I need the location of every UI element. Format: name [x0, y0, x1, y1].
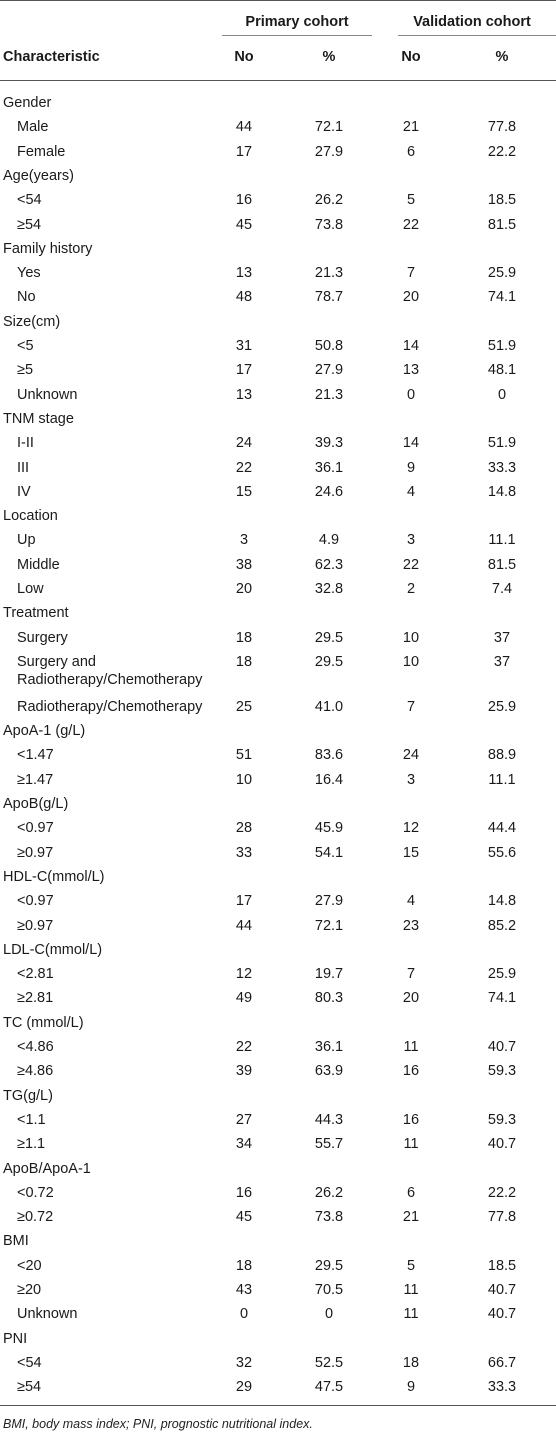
group-label: LDL-C(mmol/L)	[3, 941, 103, 958]
table-row	[0, 1108, 556, 1132]
cell-validation-no: 16	[402, 1063, 420, 1080]
cell-primary-pct: 27.9	[314, 143, 344, 160]
group-label: ApoA-1 (g/L)	[3, 723, 86, 740]
table-row	[0, 650, 556, 688]
cell-primary-no: 16	[235, 192, 253, 209]
row-label: Surgery and	[17, 653, 96, 670]
row-label: ≥1.1	[17, 1136, 46, 1153]
cell-primary-no: 0	[239, 1306, 249, 1323]
group-label: Gender	[3, 95, 52, 111]
row-label: Low	[17, 581, 44, 597]
cell-primary-no: 38	[235, 556, 253, 573]
cell-validation-no: 16	[402, 1111, 420, 1128]
cell-primary-no: 12	[235, 966, 253, 983]
cell-primary-no: 10	[235, 771, 253, 788]
cell-primary-no: 16	[235, 1184, 253, 1201]
primary-group-rule	[222, 35, 372, 36]
cell-validation-no: 10	[402, 629, 420, 646]
cell-validation-no: 20	[402, 289, 420, 306]
group-label: PNI	[3, 1330, 28, 1347]
cell-validation-pct: 51.9	[487, 435, 517, 452]
row-label: Surgery	[17, 629, 68, 646]
cell-primary-no: 44	[235, 119, 253, 136]
cell-primary-no: 32	[235, 1354, 253, 1371]
table-row	[0, 1059, 556, 1083]
cell-validation-no: 4	[406, 483, 416, 500]
table-footnote: BMI, body mass index; PNI, prognostic nutritional index.	[3, 1417, 313, 1431]
row-label: ≥0.97	[17, 844, 54, 861]
table-group-row	[0, 792, 556, 816]
cell-validation-pct: 14.8	[487, 893, 517, 910]
header-primary-pct: %	[322, 49, 336, 65]
cell-primary-no: 44	[235, 917, 253, 934]
cell-validation-no: 20	[402, 990, 420, 1007]
row-label: ≥1.47	[17, 771, 54, 788]
cell-validation-no: 11	[403, 1136, 419, 1153]
row-label: Up	[17, 532, 36, 549]
cell-validation-no: 13	[402, 362, 420, 379]
cell-primary-pct: 80.3	[314, 990, 344, 1007]
row-label: ≥54	[17, 1379, 42, 1396]
row-label: <1.1	[17, 1111, 46, 1128]
cell-validation-no: 6	[406, 143, 416, 160]
cell-primary-no: 43	[235, 1282, 253, 1299]
header-validation-cohort: Validation cohort	[413, 14, 531, 30]
cell-validation-pct: 22.2	[487, 143, 517, 160]
cell-primary-pct: 21.3	[314, 386, 344, 403]
cell-primary-no: 18	[235, 653, 253, 670]
cell-primary-pct: 27.9	[314, 893, 344, 910]
table-row	[0, 358, 556, 382]
cell-primary-no: 18	[235, 629, 253, 646]
cell-validation-pct: 77.8	[487, 119, 517, 136]
table-row	[0, 480, 556, 504]
cell-primary-no: 3	[239, 532, 249, 549]
row-label: <0.97	[17, 820, 54, 837]
table-row	[0, 213, 556, 237]
header-primary-no: No	[234, 49, 254, 65]
cell-primary-no: 45	[235, 1209, 253, 1226]
table-row	[0, 115, 556, 139]
row-label: ≥2.81	[17, 990, 54, 1007]
cell-validation-no: 4	[406, 893, 416, 910]
cell-validation-no: 24	[402, 747, 420, 764]
cell-primary-no: 20	[235, 581, 253, 597]
cell-validation-pct: 33.3	[487, 1379, 517, 1396]
cell-primary-pct: 26.2	[314, 1184, 344, 1201]
group-label: TG(g/L)	[3, 1087, 53, 1104]
table-group-row	[0, 237, 556, 261]
cell-validation-pct: 85.2	[487, 917, 517, 934]
table-row	[0, 334, 556, 358]
cell-primary-no: 17	[235, 143, 253, 160]
cell-validation-no: 15	[402, 844, 420, 861]
cell-validation-no: 11	[403, 1306, 419, 1323]
cell-primary-pct: 0	[324, 1306, 334, 1323]
row-label: ≥4.86	[17, 1063, 54, 1080]
header-characteristic: Characteristic	[3, 49, 100, 65]
cell-primary-pct: 29.5	[314, 653, 344, 670]
cell-validation-pct: 37	[493, 653, 511, 670]
table-row	[0, 1181, 556, 1205]
cell-validation-pct: 22.2	[487, 1184, 517, 1201]
row-label: <0.72	[17, 1184, 54, 1201]
cell-validation-pct: 18.5	[487, 192, 517, 209]
cell-validation-no: 0	[406, 386, 416, 403]
cell-primary-pct: 39.3	[314, 435, 344, 452]
table-group-row	[0, 310, 556, 334]
table-row	[0, 1351, 556, 1375]
cell-validation-pct: 11.1	[488, 771, 516, 788]
cell-primary-pct: 63.9	[314, 1063, 344, 1080]
cell-primary-no: 39	[235, 1063, 253, 1080]
group-label: BMI	[3, 1233, 29, 1250]
group-label: ApoB(g/L)	[3, 796, 69, 813]
group-label: Family history	[3, 240, 93, 257]
cell-primary-pct: 26.2	[314, 192, 344, 209]
cell-validation-no: 18	[402, 1354, 420, 1371]
cell-validation-no: 7	[406, 966, 416, 983]
cell-primary-pct: 32.8	[314, 581, 344, 597]
table-row	[0, 1375, 556, 1399]
row-label: Unknown	[17, 386, 78, 403]
cell-validation-pct: 25.9	[487, 966, 517, 983]
bottom-rule	[0, 1405, 556, 1406]
cell-validation-no: 10	[402, 653, 420, 670]
table-row	[0, 140, 556, 164]
header-validation-no: No	[401, 49, 421, 65]
cell-primary-no: 18	[235, 1257, 253, 1274]
table-row	[0, 1302, 556, 1326]
cell-validation-pct: 25.9	[487, 265, 517, 282]
cell-validation-pct: 40.7	[487, 1306, 517, 1323]
validation-group-rule	[398, 35, 556, 36]
row-label: <5	[17, 338, 34, 354]
cell-primary-no: 33	[235, 844, 253, 861]
cell-primary-no: 28	[235, 820, 253, 837]
row-label: <4.86	[17, 1039, 54, 1056]
cell-primary-pct: 78.7	[314, 289, 344, 306]
cell-primary-pct: 21.3	[314, 265, 344, 282]
table-row	[0, 768, 556, 792]
table-group-row	[0, 865, 556, 889]
table-group-row	[0, 164, 556, 188]
cell-primary-pct: 41.0	[314, 698, 344, 715]
cell-validation-pct: 37	[493, 629, 511, 646]
cell-primary-no: 25	[235, 698, 253, 715]
row-label: ≥20	[17, 1282, 42, 1299]
cell-primary-pct: 29.5	[314, 1257, 344, 1274]
row-label: No	[17, 289, 36, 306]
table-row	[0, 986, 556, 1010]
cell-primary-pct: 55.7	[314, 1136, 344, 1153]
cell-primary-no: 22	[235, 1039, 253, 1056]
row-label: ≥5	[17, 362, 34, 379]
cell-primary-pct: 62.3	[314, 556, 344, 573]
row-label: <20	[17, 1257, 42, 1274]
cell-validation-no: 21	[402, 1209, 420, 1226]
cell-validation-pct: 74.1	[487, 289, 517, 306]
cell-validation-no: 6	[406, 1184, 416, 1201]
table-group-row	[0, 719, 556, 743]
cell-primary-no: 29	[235, 1379, 253, 1396]
cell-validation-pct: 7.4	[491, 581, 513, 597]
group-label: Treatment	[3, 605, 69, 622]
row-label: Female	[17, 143, 66, 160]
table-row	[0, 816, 556, 840]
cell-validation-no: 5	[406, 192, 416, 209]
group-label: Location	[3, 508, 58, 525]
table-row	[0, 1205, 556, 1229]
cell-primary-pct: 72.1	[314, 917, 344, 934]
table-row	[0, 695, 556, 719]
cell-primary-pct: 73.8	[314, 216, 344, 233]
row-label: IV	[17, 483, 31, 500]
cell-primary-pct: 19.7	[314, 966, 344, 983]
table-row	[0, 1035, 556, 1059]
cell-primary-pct: 29.5	[314, 629, 344, 646]
cell-validation-pct: 40.7	[487, 1282, 517, 1299]
group-label: TC (mmol/L)	[3, 1014, 84, 1031]
cell-primary-pct: 54.1	[314, 844, 344, 861]
table-row	[0, 889, 556, 913]
cell-validation-pct: 55.6	[487, 844, 517, 861]
cell-primary-no: 45	[235, 216, 253, 233]
row-label: Male	[17, 119, 49, 136]
row-label: I-II	[17, 435, 34, 452]
cell-validation-no: 22	[402, 556, 420, 573]
cell-primary-no: 31	[235, 338, 253, 354]
cell-primary-pct: 36.1	[314, 459, 344, 476]
table-row	[0, 285, 556, 309]
table-group-row	[0, 407, 556, 431]
table-row	[0, 431, 556, 455]
cell-validation-pct: 25.9	[487, 698, 517, 715]
row-label: <1.47	[17, 747, 54, 764]
group-label: Age(years)	[3, 167, 74, 184]
cell-primary-pct: 52.5	[314, 1354, 344, 1371]
cell-primary-no: 48	[235, 289, 253, 306]
cell-primary-pct: 70.5	[314, 1282, 344, 1299]
cell-primary-no: 22	[235, 459, 253, 476]
cell-validation-no: 11	[403, 1282, 419, 1299]
table-group-row	[0, 1011, 556, 1035]
cell-primary-no: 49	[235, 990, 253, 1007]
cell-primary-no: 17	[235, 362, 253, 379]
row-label: ≥54	[17, 216, 42, 233]
cell-validation-no: 21	[402, 119, 420, 136]
row-label: III	[17, 459, 30, 476]
cell-validation-pct: 88.9	[487, 747, 517, 764]
table-row	[0, 261, 556, 285]
table-group-row	[0, 601, 556, 625]
row-label: <54	[17, 1354, 42, 1371]
cell-primary-pct: 72.1	[314, 119, 344, 136]
cell-validation-pct: 14.8	[487, 483, 517, 500]
cell-validation-pct: 48.1	[487, 362, 517, 379]
cell-primary-pct: 47.5	[314, 1379, 344, 1396]
cell-validation-pct: 18.5	[487, 1257, 517, 1274]
cell-validation-pct: 81.5	[487, 216, 517, 233]
cell-primary-pct: 27.9	[314, 362, 344, 379]
cell-validation-no: 9	[406, 1379, 416, 1396]
table-row	[0, 962, 556, 986]
row-label: <54	[17, 192, 42, 209]
table-row	[0, 456, 556, 480]
row-label-continued: Radiotherapy/Chemotherapy	[17, 671, 203, 688]
header-rule	[0, 80, 556, 81]
cell-validation-pct: 40.7	[487, 1039, 517, 1056]
cell-validation-pct: 59.3	[487, 1111, 517, 1128]
cell-primary-no: 13	[235, 386, 253, 403]
cell-primary-no: 13	[235, 265, 253, 282]
cell-primary-no: 27	[235, 1111, 253, 1128]
cell-primary-pct: 73.8	[314, 1209, 344, 1226]
table-row	[0, 1254, 556, 1278]
cell-primary-no: 17	[235, 893, 253, 910]
cell-validation-no: 22	[402, 216, 420, 233]
cell-validation-no: 23	[402, 917, 420, 934]
table-row	[0, 553, 556, 577]
cell-primary-no: 24	[235, 435, 253, 452]
cell-validation-pct: 59.3	[487, 1063, 517, 1080]
cell-validation-no: 12	[402, 820, 420, 837]
cell-primary-pct: 16.4	[314, 771, 344, 788]
cell-validation-pct: 44.4	[487, 820, 517, 837]
table-row	[0, 914, 556, 938]
table-row	[0, 383, 556, 407]
cell-validation-pct: 40.7	[487, 1136, 517, 1153]
cell-primary-pct: 50.8	[314, 338, 344, 354]
cell-primary-pct: 44.3	[314, 1111, 344, 1128]
row-label: Middle	[17, 556, 60, 573]
table-group-row	[0, 91, 556, 115]
group-label: TNM stage	[3, 410, 74, 427]
table-group-row	[0, 504, 556, 528]
cell-validation-pct: 33.3	[487, 459, 517, 476]
row-label: ≥0.72	[17, 1209, 54, 1226]
header-validation-pct: %	[495, 49, 509, 65]
cell-primary-pct: 45.9	[314, 820, 344, 837]
cell-primary-no: 15	[235, 483, 253, 500]
group-label: ApoB/ApoA-1	[3, 1160, 91, 1177]
group-label: HDL-C(mmol/L)	[3, 868, 105, 885]
row-label: <0.97	[17, 893, 54, 910]
table-row	[0, 743, 556, 767]
table-group-row	[0, 1327, 556, 1351]
cell-validation-pct: 0	[497, 386, 507, 403]
row-label: Yes	[17, 265, 41, 282]
header-primary-cohort: Primary cohort	[245, 14, 349, 30]
cell-validation-no: 14	[402, 338, 420, 354]
cell-validation-no: 14	[402, 435, 420, 452]
top-rule	[0, 0, 556, 1]
row-label: Unknown	[17, 1306, 78, 1323]
table-row	[0, 528, 556, 552]
table-row	[0, 188, 556, 212]
table-group-row	[0, 1084, 556, 1108]
cell-primary-no: 51	[235, 747, 253, 764]
cell-validation-no: 5	[406, 1257, 416, 1274]
row-label: Radiotherapy/Chemotherapy	[17, 698, 203, 715]
table-row	[0, 1278, 556, 1302]
table-row	[0, 577, 556, 601]
cell-validation-pct: 74.1	[487, 990, 517, 1007]
row-label: ≥0.97	[17, 917, 54, 934]
cell-validation-no: 7	[406, 265, 416, 282]
cell-validation-no: 9	[406, 459, 416, 476]
cell-validation-pct: 11.1	[488, 532, 516, 549]
table-row	[0, 1132, 556, 1156]
cell-validation-pct: 51.9	[487, 338, 517, 354]
cell-primary-no: 34	[235, 1136, 253, 1153]
table-group-row	[0, 1157, 556, 1181]
cell-validation-no: 2	[406, 581, 416, 597]
cell-validation-no: 7	[406, 698, 416, 715]
cell-validation-no: 3	[406, 532, 416, 549]
cell-validation-pct: 66.7	[487, 1354, 517, 1371]
table-group-row	[0, 1229, 556, 1253]
cell-validation-pct: 81.5	[487, 556, 517, 573]
cell-validation-no: 11	[403, 1039, 419, 1056]
table-group-row	[0, 938, 556, 962]
cell-primary-pct: 4.9	[318, 532, 340, 549]
cell-primary-pct: 83.6	[314, 747, 344, 764]
table-row	[0, 626, 556, 650]
cell-validation-pct: 77.8	[487, 1209, 517, 1226]
cell-primary-pct: 24.6	[314, 483, 344, 500]
table-row	[0, 841, 556, 865]
cell-primary-pct: 36.1	[314, 1039, 344, 1056]
group-label: Size(cm)	[3, 313, 61, 330]
row-label: <2.81	[17, 966, 54, 983]
cell-validation-no: 3	[406, 771, 416, 788]
